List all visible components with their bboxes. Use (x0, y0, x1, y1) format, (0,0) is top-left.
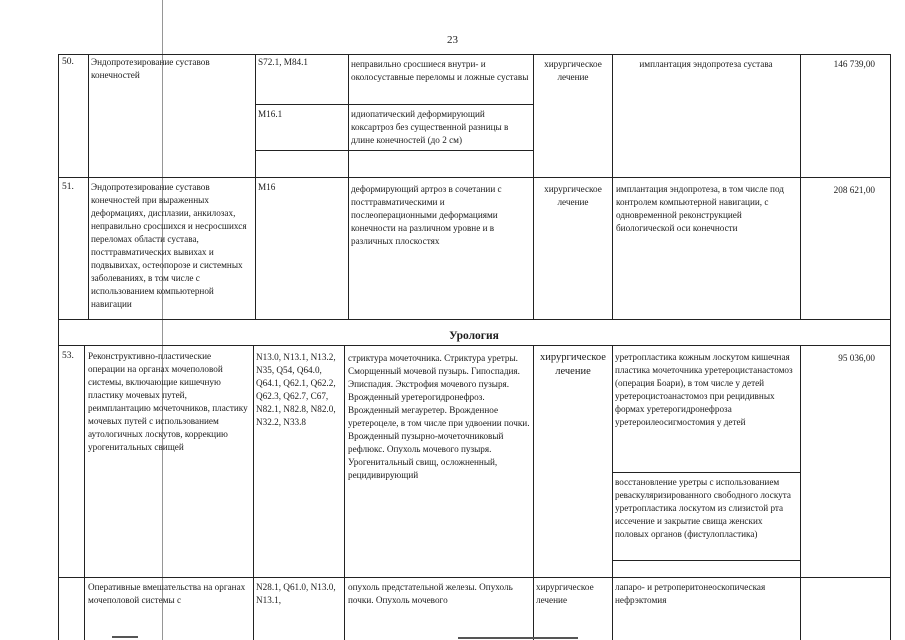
row-53-model: стриктура мочеточника. Стриктура уретры. Сморщенный мочевой пузырь. Гипоспадия. Эписпадия. Экстрофия мочевого пузыря. Врожденный уретерогидронефроз. Врожденный мегауретер. Врожденное уретероцеле, в том числе при удвоении почки. Врожденный пузырно-мочеточниковый рефлюкс. Опухоль мочевого пузыря. Урогенитальный свищ, осложненный, рецидивирующий (348, 353, 530, 480)
col-border-method-2 (800, 345, 801, 640)
row-next-treatment: хирургическое лечение (536, 582, 594, 605)
row-53-name: Реконструктивно-пластические операции на органах мочеполовой системы, включающие кишечную пластику мочевых путей, реимплантацию мочеточников, пластику мочевых путей с использованием аутологичных лоскутов, коррекцию урогенитальных свищей (88, 351, 248, 452)
row-50-name: Эндопротезирование суставов конечностей (91, 57, 210, 80)
row-53-number: 53. (62, 351, 74, 361)
row-51-codes: M16 (258, 182, 276, 192)
rule-53-method-split (612, 472, 800, 473)
scan-artifact (112, 636, 138, 638)
row-50-codes-b: M16.1 (258, 109, 283, 119)
row-50-number: 50. (62, 57, 74, 67)
row-50-model-a: неправильно сросшиеся внутри- и околосуставные переломы и ложные суставы (351, 59, 529, 82)
row-50-codes-a: S72.1, M84.1 (258, 57, 309, 67)
row-53-method-a: уретропластика кожным лоскутом кишечная пластика мочеточника уретероцистанастомоз (операция Боари), в том числе у детей уретероцистоанастомоз при рецидивных формах уретерогидронефроза уретероилеосигмостомия у детей (615, 352, 793, 427)
col-border-left-2 (58, 345, 59, 640)
rule-row-51-end (58, 319, 890, 320)
row-53-treatment: хирургическое лечение (540, 352, 606, 377)
rule-53-method-end (612, 560, 800, 561)
col-border-num (88, 54, 89, 319)
row-51-number: 51. (62, 182, 74, 192)
row-50-cost: 146 739,00 (833, 59, 875, 69)
row-50-treatment: хирургическое лечение (544, 59, 602, 82)
row-next-method: лапаро- и ретроперитонеоскопическая нефрэктомия (615, 582, 766, 605)
col-border-name (255, 54, 256, 319)
rule-50-inner (255, 104, 533, 105)
row-51-name: Эндопротезирование суставов конечностей при выраженных деформациях, дисплазии, анкилозах, неправильно сросшихся и несросшихся переломах области сустава, посттравматических вывихах и подвывихах, остеопорозе и системных заболеваниях, в том числе с использованием компьютерной навигации (91, 182, 247, 309)
row-51-method: имплантация эндопротеза, в том числе под контролем компьютерной навигации, с одновременной реконструкцией биологической оси конечности (616, 184, 784, 233)
col-border-name-2 (253, 345, 254, 640)
rule-top (58, 54, 890, 55)
scan-binder-line (162, 0, 163, 640)
row-next-codes: N28.1, Q61.0, N13.0, N13.1, (256, 582, 336, 605)
col-border-model (533, 54, 534, 319)
section-title-urology: Урология (449, 330, 499, 342)
page-number: 23 (447, 34, 458, 46)
row-51-cost: 208 621,00 (833, 185, 875, 195)
col-border-left (58, 54, 59, 319)
row-50-method: имплантация эндопротеза сустава (639, 59, 773, 69)
row-53-cost: 95 036,00 (838, 353, 875, 363)
rule-section-end (58, 345, 890, 346)
row-51-model: деформирующий артроз в сочетании с посттравматическими и послеоперационными деформациями конечности на различном уровне и в различных плоскостях (351, 184, 502, 246)
row-53-codes: N13.0, N13.1, N13.2, N35, Q54, Q64.0, Q64.1, Q62.1, Q62.2, Q62.3, Q62.7, C67, N82.1, N82.8, N82.0, N32.2, N33.8 (256, 352, 336, 427)
col-border-treatment-2 (612, 345, 613, 640)
col-border-codes (348, 54, 349, 319)
col-border-model-2 (533, 345, 534, 640)
row-next-name: Оперативные вмешательства на органах мочеполовой системы с (88, 582, 246, 605)
row-50-model-b: идиопатический деформирующий коксартроз без существенной разницы в длине конечностей (до 2 см) (351, 109, 509, 145)
row-next-model: опухоль предстательной железы. Опухоль почки. Опухоль мочевого (348, 582, 513, 605)
scan-artifact (458, 637, 578, 639)
col-border-right (890, 54, 891, 345)
col-border-method (800, 54, 801, 319)
col-border-right-2 (890, 345, 891, 640)
col-border-num-2 (84, 345, 85, 640)
row-53-method-b: восстановление уретры с использованием реваскуляризированного свободного лоскута уретропластика лоскутом из слизистой рта иссечение и закрытие свища женских половых органов (фистулопластика) (615, 477, 791, 539)
rule-50-inner-b (255, 150, 533, 151)
col-border-treatment (612, 54, 613, 319)
row-51-treatment: хирургическое лечение (544, 184, 602, 207)
rule-row-50-end (58, 177, 890, 178)
rule-row-53-end (58, 577, 890, 578)
